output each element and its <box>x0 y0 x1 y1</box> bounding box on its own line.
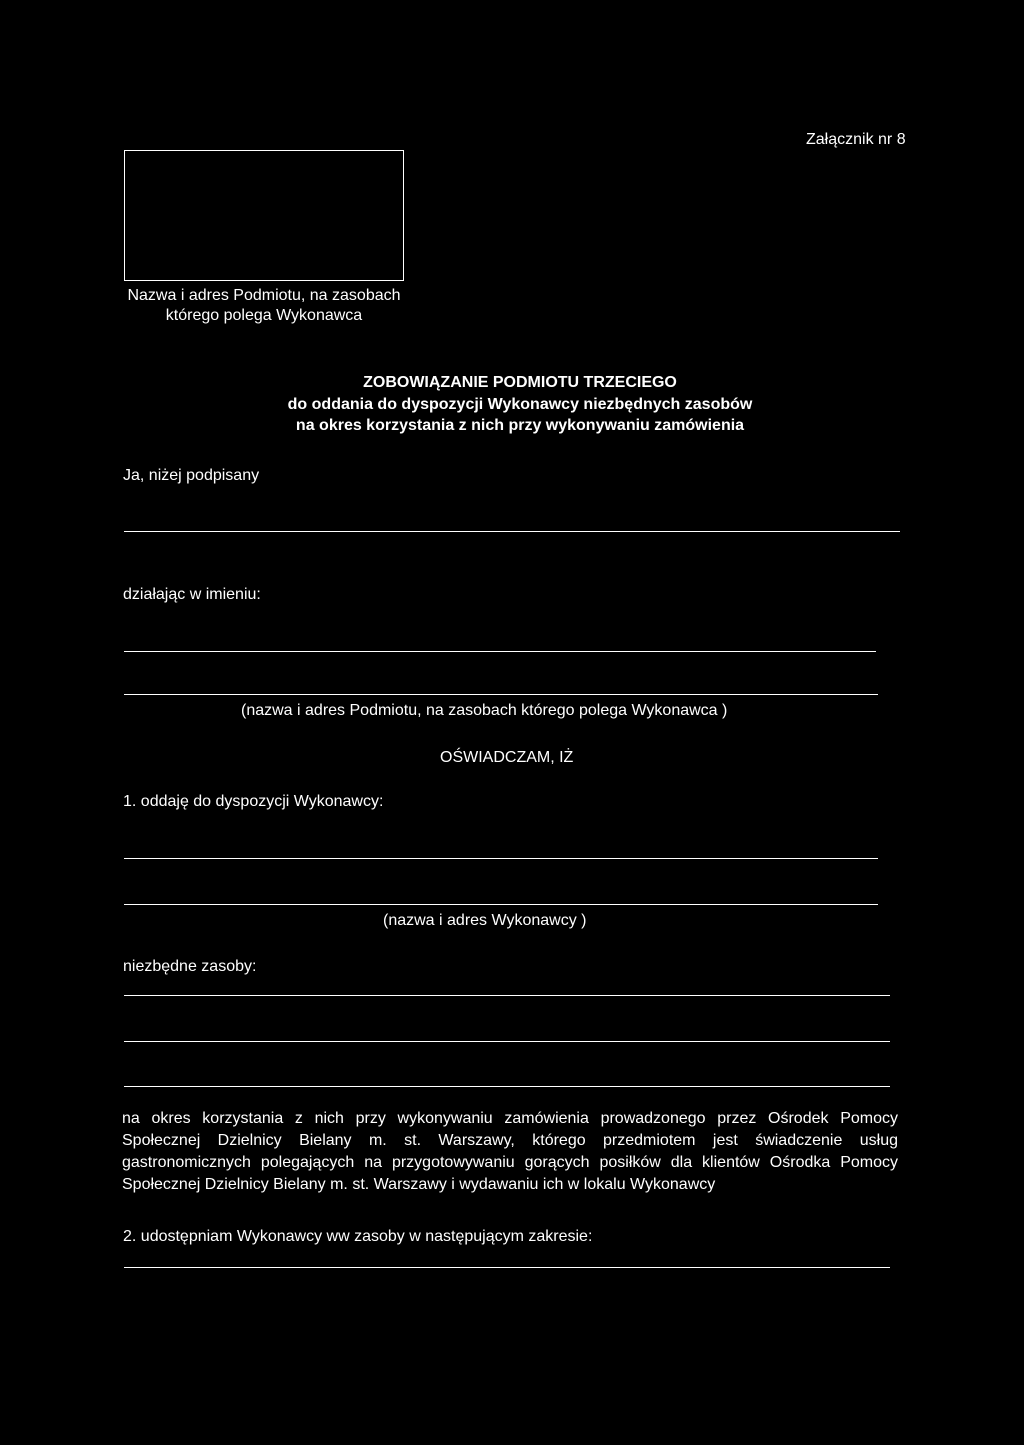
resources-line-3[interactable] <box>124 1086 890 1087</box>
item2-label: 2. udostępniam Wykonawcy ww zasoby w następującym zakresie: <box>123 1228 593 1245</box>
entity-line-2[interactable] <box>124 694 878 695</box>
signer-label: Ja, niżej podpisany <box>123 467 260 484</box>
stamp-box <box>124 150 404 281</box>
paragraph-line: Społecznej Dzielnicy Bielany m. st. Warszawy, którego przedmiotem jest świadczenie usług <box>122 1132 898 1149</box>
resources-label: niezbędne zasoby: <box>123 958 257 975</box>
scope-paragraph <box>122 1108 898 1196</box>
paragraph-line: Społecznej Dzielnicy Bielany m. st. Warszawy i wydawaniu ich w lokalu Wykonawcy <box>122 1176 716 1193</box>
scope-line-1[interactable] <box>124 1267 890 1268</box>
declare-heading: OŚWIADCZAM, IŻ <box>440 749 574 766</box>
resources-line-2[interactable] <box>124 1041 890 1042</box>
resources-line-1[interactable] <box>124 995 890 996</box>
stamp-caption-line1: Nazwa i adres Podmiotu, na zasobach <box>127 287 401 304</box>
document-title: ZOBOWIĄZANIE PODMIOTU TRZECIEGO <box>363 374 677 391</box>
item1-label: 1. oddaję do dyspozycji Wykonawcy: <box>123 793 384 810</box>
entity-caption: (nazwa i adres Podmiotu, na zasobach którego polega Wykonawca ) <box>241 702 728 719</box>
acting-label: działając w imieniu: <box>123 586 261 603</box>
stamp-caption-line2: którego polega Wykonawca <box>165 307 363 324</box>
paragraph-line: na okres korzystania z nich przy wykonywaniu zamówienia prowadzonego przez Ośrodek Pomocy <box>122 1110 898 1127</box>
entity-line-1[interactable] <box>124 651 876 652</box>
signer-name-line[interactable] <box>124 531 900 532</box>
document-subtitle-line2: na okres korzystania z nich przy wykonywaniu zamówienia <box>295 417 745 434</box>
paragraph-line: gastronomicznych polegających na przygotowywaniu gorących posiłków dla klientów Ośrodka Pomocy <box>122 1154 898 1171</box>
contractor-line-2[interactable] <box>124 904 878 905</box>
contractor-caption: (nazwa i adres Wykonawcy ) <box>383 912 587 929</box>
document-subtitle-line1: do oddania do dyspozycji Wykonawcy niezbędnych zasobów <box>287 396 753 413</box>
contractor-line-1[interactable] <box>124 858 878 859</box>
attachment-number: Załącznik nr 8 <box>806 131 906 148</box>
